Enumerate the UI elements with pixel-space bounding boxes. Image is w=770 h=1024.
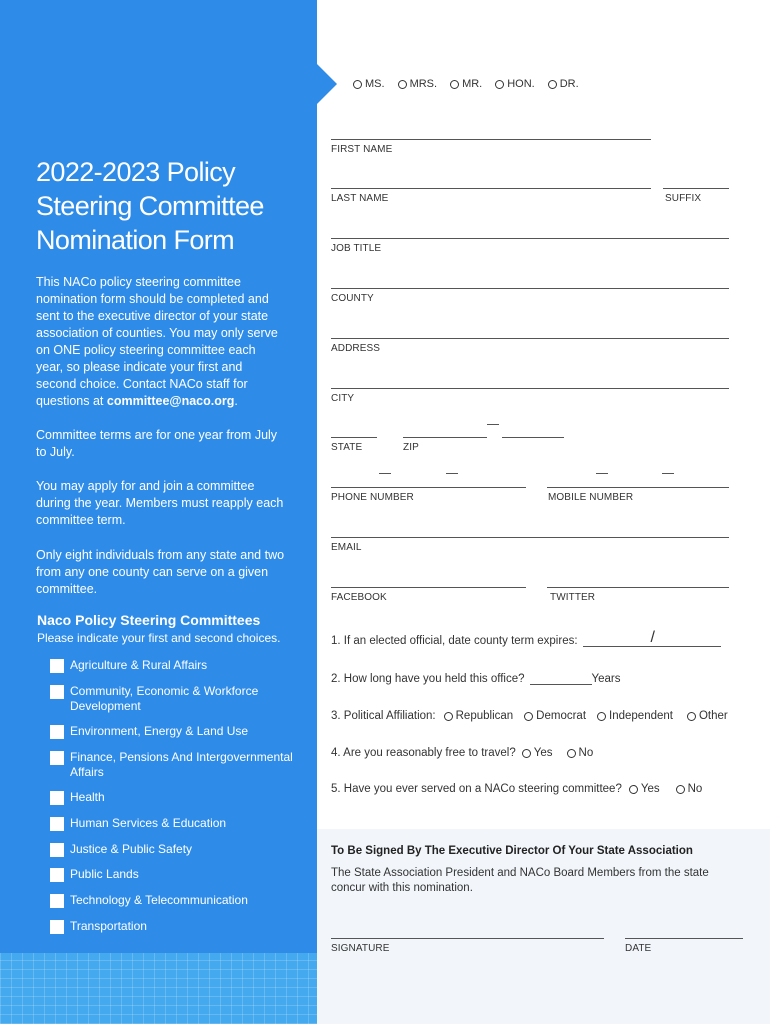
committee-item[interactable] (50, 893, 295, 908)
terms-paragraph: Committee terms are for one year from July to July. (36, 428, 278, 459)
radio-icon[interactable] (495, 80, 504, 89)
salutation-dr[interactable] (548, 78, 579, 90)
panel-arrow-decoration (317, 64, 337, 104)
twitter-field[interactable] (547, 587, 729, 603)
salutation-options (353, 78, 592, 90)
field-label: LAST NAME (331, 193, 389, 204)
salutation-label: MR. (462, 78, 483, 90)
committee-label: Public Lands (70, 867, 139, 881)
checkbox[interactable] (50, 920, 64, 934)
phone-separator (379, 473, 391, 474)
suffix-field[interactable] (663, 188, 729, 204)
field-label: FIRST NAME (331, 144, 393, 155)
committee-item[interactable] (50, 750, 295, 780)
option-label: No (687, 783, 703, 795)
last-name-field[interactable] (331, 188, 651, 204)
signature-text: The State Association President and NACo Board Members from the state concur with this nomination. (331, 867, 709, 894)
committee-item[interactable] (50, 658, 295, 673)
question-text: 2. How long have you held this office? (331, 673, 525, 685)
radio-icon[interactable] (687, 712, 696, 721)
committee-label: Technology & Telecommunication (70, 893, 248, 907)
checkbox[interactable] (50, 725, 64, 739)
question-term-expiry (331, 629, 721, 647)
radio-icon[interactable] (353, 80, 362, 89)
signature-heading: To Be Signed By The Executive Director Of Your State Association (331, 845, 693, 857)
state-field[interactable] (331, 437, 377, 453)
field-label: JOB TITLE (331, 243, 382, 254)
first-name-field[interactable] (331, 139, 651, 155)
email-field[interactable] (331, 537, 729, 553)
form-title: 2022-2023 Policy Steering Committee Nomination Form (36, 157, 264, 255)
left-info-panel (0, 0, 317, 1024)
committees-heading: Naco Policy Steering Committees (37, 612, 261, 628)
travel-no[interactable] (567, 747, 594, 759)
field-label: STATE (331, 442, 363, 453)
radio-icon[interactable] (450, 80, 459, 89)
intro-paragraph (36, 274, 286, 410)
affiliation-independent[interactable] (597, 710, 673, 722)
field-label: PHONE NUMBER (331, 492, 414, 503)
date-field[interactable] (625, 938, 743, 954)
option-label: Democrat (536, 710, 587, 722)
committees-subheading: Please indicate your first and second choices. (37, 631, 281, 645)
job-title-field[interactable] (331, 238, 729, 254)
question-text: 4. Are you reasonably free to travel? (331, 747, 516, 759)
committee-item[interactable] (50, 867, 295, 882)
committee-item[interactable] (50, 724, 295, 739)
committee-label: Human Services & Education (70, 816, 227, 830)
committee-label: Health (70, 790, 105, 804)
radio-icon[interactable] (597, 712, 606, 721)
field-label: ZIP (403, 442, 419, 453)
phone-separator (446, 473, 458, 474)
question-text: 5. Have you ever served on a NACo steering committee? (331, 783, 622, 795)
radio-icon[interactable] (548, 80, 557, 89)
served-yes[interactable] (629, 783, 660, 795)
committee-label: Community, Economic & Workforce Development (70, 684, 259, 713)
county-field[interactable] (331, 288, 729, 304)
field-label: ADDRESS (331, 343, 381, 354)
salutation-label: MRS. (409, 78, 438, 90)
intro-text: This NACo policy steering committee nomination form should be completed and sent to the executive director of your state association of counties. You may only serve on ONE policy steering committee each year, so please indicate your first and second choice. Contact NACo staff for questions at (36, 275, 278, 408)
field-label: SIGNATURE (331, 943, 390, 954)
phone-number-field[interactable] (331, 487, 526, 503)
checkbox[interactable] (50, 685, 64, 699)
signature-section (317, 829, 770, 1024)
committee-label: Environment, Energy & Land Use (70, 724, 249, 738)
checkbox[interactable] (50, 868, 64, 882)
term-expiry-input[interactable] (583, 629, 721, 647)
field-label: FACEBOOK (331, 592, 387, 603)
option-label: Other (698, 710, 728, 722)
checkbox[interactable] (50, 659, 64, 673)
field-label: DATE (625, 943, 652, 954)
years-label: Years (591, 673, 621, 685)
question-travel (331, 747, 593, 759)
checkbox[interactable] (50, 791, 64, 805)
address-field[interactable] (331, 338, 729, 354)
city-field[interactable] (331, 388, 729, 404)
salutation-mrs[interactable] (398, 78, 438, 90)
committee-item[interactable] (50, 919, 295, 934)
signature-field[interactable] (331, 938, 604, 954)
checkbox[interactable] (50, 751, 64, 765)
radio-icon[interactable] (444, 712, 453, 721)
radio-icon[interactable] (629, 785, 638, 794)
committee-label: Agriculture & Rural Affairs (70, 658, 208, 672)
checkbox[interactable] (50, 894, 64, 908)
committee-item[interactable] (50, 684, 295, 714)
field-label: MOBILE NUMBER (548, 492, 634, 503)
salutation-ms[interactable] (353, 78, 385, 90)
question-affiliation (331, 710, 728, 722)
date-slash: / (650, 629, 655, 646)
option-label: Yes (640, 783, 660, 795)
salutation-mr[interactable] (450, 78, 482, 90)
radio-icon[interactable] (522, 749, 531, 758)
zip-separator (487, 424, 499, 425)
question-text: 1. If an elected official, date county term expires: (331, 635, 578, 647)
affiliation-other[interactable] (687, 710, 728, 722)
years-held-input[interactable] (530, 673, 592, 685)
field-label: COUNTY (331, 293, 374, 304)
intro-end: . (234, 394, 238, 408)
option-label: Republican (455, 710, 514, 722)
salutation-label: HON. (507, 78, 535, 90)
mobile-number-field[interactable] (547, 487, 729, 503)
committee-item[interactable] (50, 790, 295, 805)
checkbox[interactable] (50, 817, 64, 831)
option-label: Yes (533, 747, 553, 759)
radio-icon[interactable] (524, 712, 533, 721)
question-tenure (331, 673, 621, 685)
contact-email-link[interactable]: committee@naco.org (106, 394, 235, 408)
zip-extension-field[interactable] (502, 437, 564, 438)
field-label: EMAIL (331, 542, 362, 553)
salutation-hon[interactable] (495, 78, 535, 90)
salutation-label: MS. (365, 78, 385, 90)
radio-icon[interactable] (398, 80, 407, 89)
committee-label: Justice & Public Safety (70, 842, 193, 856)
decorative-pattern (0, 953, 317, 1024)
salutation-label: DR. (559, 78, 579, 90)
checkbox[interactable] (50, 843, 64, 857)
facebook-field[interactable] (331, 587, 526, 603)
field-label: SUFFIX (665, 193, 702, 204)
option-label: No (578, 747, 594, 759)
field-label: TWITTER (550, 592, 596, 603)
zip-field[interactable] (403, 437, 487, 453)
option-label: Independent (609, 710, 673, 722)
limit-paragraph: Only eight individuals from any state and two from any one county can serve on a given committee. (36, 548, 285, 596)
served-no[interactable] (676, 783, 703, 795)
question-text: 3. Political Affiliation: (331, 710, 436, 722)
committee-label: Finance, Pensions And Intergovernmental Affairs (70, 750, 293, 779)
affiliation-democrat[interactable] (524, 710, 586, 722)
affiliation-republican[interactable] (444, 710, 514, 722)
radio-icon[interactable] (676, 785, 685, 794)
travel-yes[interactable] (522, 747, 553, 759)
mobile-separator (662, 473, 674, 474)
committee-label: Transportation (70, 919, 147, 933)
committee-item[interactable] (50, 842, 295, 857)
radio-icon[interactable] (567, 749, 576, 758)
field-label: CITY (331, 393, 355, 404)
mobile-separator (596, 473, 608, 474)
question-prior-service (331, 783, 702, 795)
apply-paragraph: You may apply for and join a committee during the year. Members must reapply each committee term. (36, 479, 284, 527)
committee-item[interactable] (50, 816, 295, 831)
